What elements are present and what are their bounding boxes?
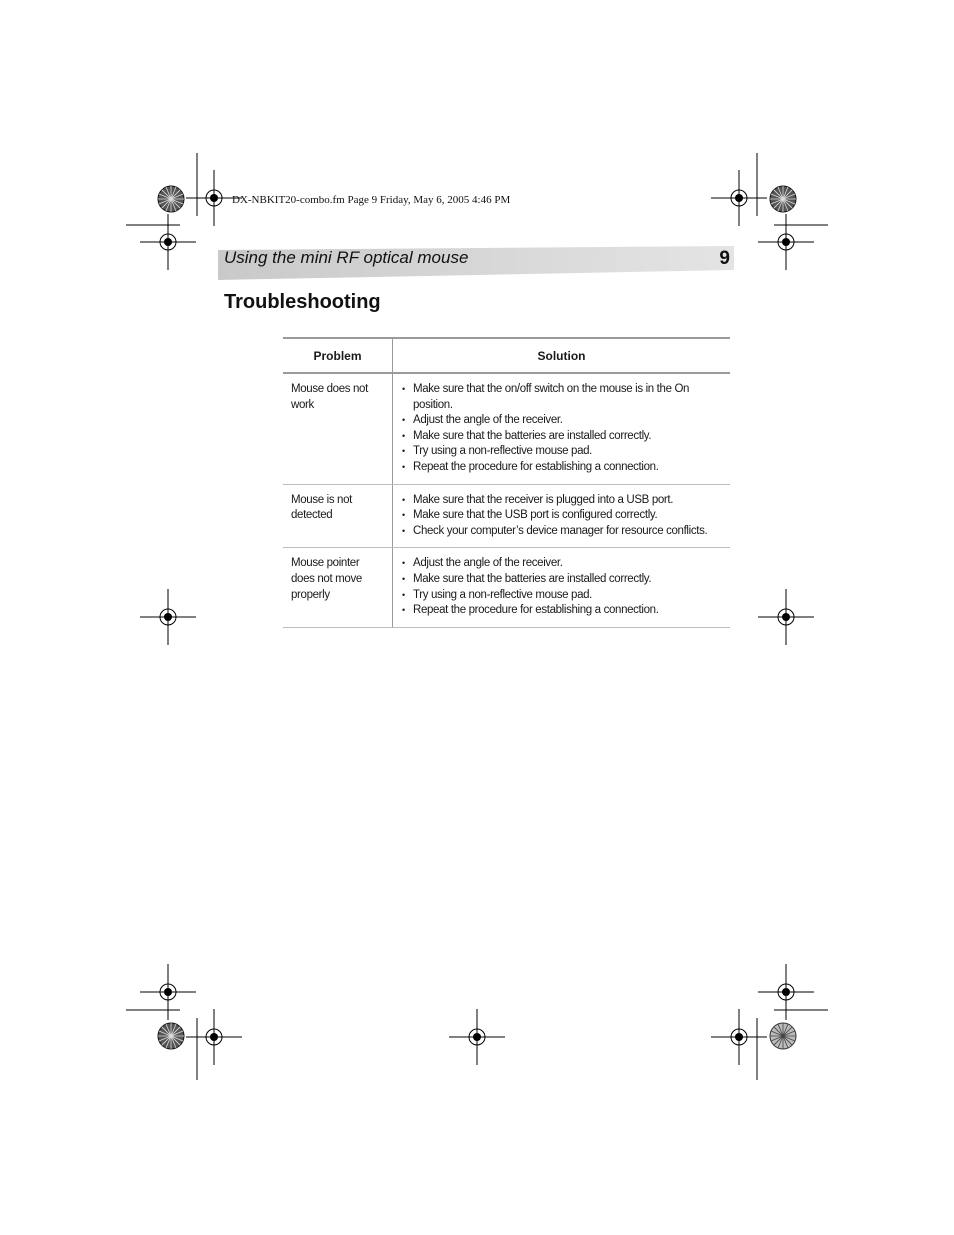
table-row xyxy=(283,484,730,548)
solution-cell xyxy=(393,484,731,548)
problem-cell: Mouse does not work xyxy=(283,373,393,484)
problem-cell: Mouse is not detected xyxy=(283,484,393,548)
list-item: • Make sure that the on/off switch on the mouse is in the On position. xyxy=(401,382,722,413)
file-slug: DX-NBKIT20-combo.fm Page 9 Friday, May 6, 2005 4:46 PM xyxy=(232,194,511,206)
list-item: • Make sure that the batteries are installed correctly. xyxy=(401,572,722,588)
column-header-solution: Solution xyxy=(393,338,731,373)
table-row xyxy=(283,373,730,484)
list-item: • Make sure that the batteries are installed correctly. xyxy=(401,429,722,445)
solution-cell xyxy=(393,548,731,627)
solution-cell xyxy=(393,373,731,484)
list-item: • Repeat the procedure for establishing a connection. xyxy=(401,603,722,619)
solution-list xyxy=(401,382,722,476)
list-item: • Adjust the angle of the receiver. xyxy=(401,413,722,429)
table-row xyxy=(283,548,730,627)
list-item: • Make sure that the receiver is plugged into a USB port. xyxy=(401,493,722,509)
list-item: • Repeat the procedure for establishing a connection. xyxy=(401,460,722,476)
solution-list xyxy=(401,493,722,540)
page-number: 9 xyxy=(719,248,730,269)
list-item: • Make sure that the USB port is configured correctly. xyxy=(401,508,722,524)
troubleshooting-table xyxy=(283,337,730,628)
solution-list xyxy=(401,556,722,618)
list-item: • Try using a non-reflective mouse pad. xyxy=(401,588,722,604)
problem-cell: Mouse pointer does not move properly xyxy=(283,548,393,627)
list-item: • Check your computer’s device manager for resource conflicts. xyxy=(401,524,722,540)
section-title: Troubleshooting xyxy=(224,291,381,313)
chapter-title: Using the mini RF optical mouse xyxy=(224,248,469,267)
list-item: • Adjust the angle of the receiver. xyxy=(401,556,722,572)
list-item: • Try using a non-reflective mouse pad. xyxy=(401,444,722,460)
table-header-row xyxy=(283,338,730,373)
column-header-problem: Problem xyxy=(283,338,393,373)
